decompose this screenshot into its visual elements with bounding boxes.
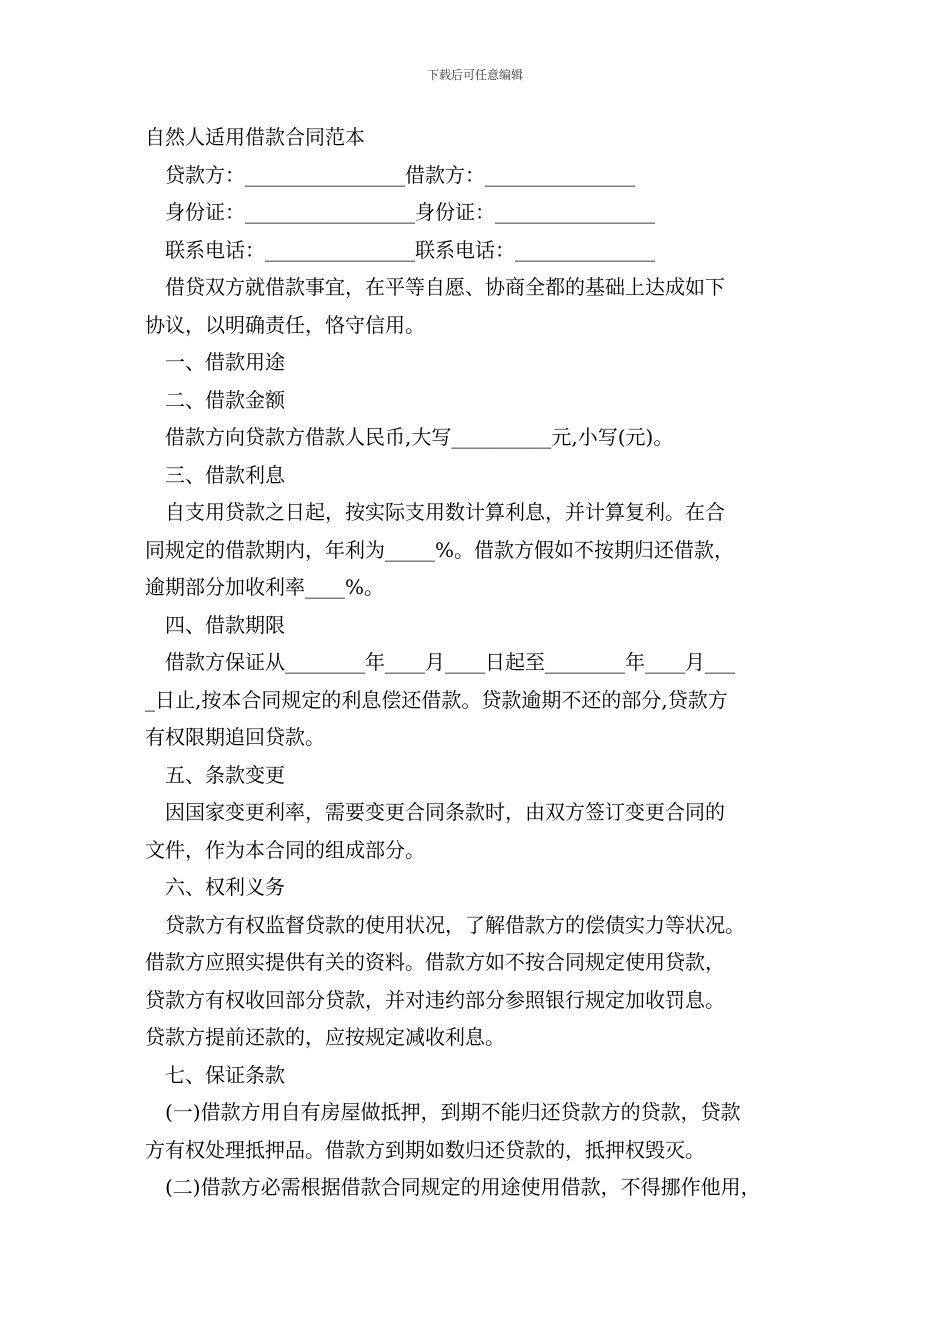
paragraph-line: 方有权处理抵押品。借款方到期如数归还贷款的，抵押权毁灭。 xyxy=(145,1137,705,1162)
document-body xyxy=(145,119,815,1207)
paragraph-line: 借款方向贷款方借款人民币,大写__________元,小写(元)。 xyxy=(165,425,674,449)
paragraph-line: 自支用贷款之日起，按实际支用数计算利息，并计算复利。在合 xyxy=(165,500,725,524)
page-header-note: 下载后可任意编辑 xyxy=(426,68,523,82)
id-card-line: 身份证：_________________身份证：________________ xyxy=(165,200,655,224)
paragraph-line: 贷款方有权监督贷款的使用状况，了解借款方的偿债实力等状况。 xyxy=(165,912,745,937)
paragraph-line: 贷款方提前还款的，应按规定减收利息。 xyxy=(145,1025,505,1049)
paragraph-line: (一)借款方用自有房屋做抵押，到期不能归还贷款方的贷款，贷款 xyxy=(165,1100,741,1124)
paragraph-line: (二)借款方必需根据借款合同规定的用途使用借款，不得挪作他用， xyxy=(165,1175,761,1199)
paragraph-line: 借款方应照实提供有关的资料。借款方如不按合同规定使用贷款， xyxy=(145,950,725,974)
lender-borrower-line: 贷款方：________________借款方：_______________ xyxy=(165,162,635,187)
section-heading: 七、保证条款 xyxy=(165,1062,285,1087)
section-heading: 三、借款利息 xyxy=(165,462,285,487)
section-heading: 二、借款金额 xyxy=(165,387,285,412)
section-heading: 四、借款期限 xyxy=(165,612,285,637)
paragraph-line: 借贷双方就借款事宜，在平等自愿、协商全都的基础上达成如下 xyxy=(165,275,725,299)
section-heading: 五、条款变更 xyxy=(165,762,285,787)
paragraph-line: _日止,按本合同规定的利息偿还借款。贷款逾期不还的部分,贷款方 xyxy=(145,687,728,712)
paragraph-line: 同规定的借款期内，年利为_____%。借款方假如不按期归还借款， xyxy=(145,537,735,562)
document-title: 自然人适用借款合同范本 xyxy=(145,125,365,149)
paragraph-line: 贷款方有权收回部分贷款，并对违约部分参照银行规定加收罚息。 xyxy=(145,987,725,1012)
section-heading: 六、权利义务 xyxy=(165,875,285,899)
paragraph-line: 文件，作为本合同的组成部分。 xyxy=(145,837,425,862)
phone-line: 联系电话：_______________联系电话：______________ xyxy=(165,237,655,262)
paragraph-line: 因国家变更利率，需要变更合同条款时，由双方签订变更合同的 xyxy=(165,800,725,824)
paragraph-line: 逾期部分加收利率____%。 xyxy=(145,575,385,599)
paragraph-line: 协议，以明确责任，恪守信用。 xyxy=(145,312,425,337)
paragraph-line: 借款方保证从________年____月____日起至________年____月___ xyxy=(165,650,735,674)
paragraph-line: 有权限期追回贷款。 xyxy=(145,725,325,749)
section-heading: 一、借款用途 xyxy=(165,350,285,374)
